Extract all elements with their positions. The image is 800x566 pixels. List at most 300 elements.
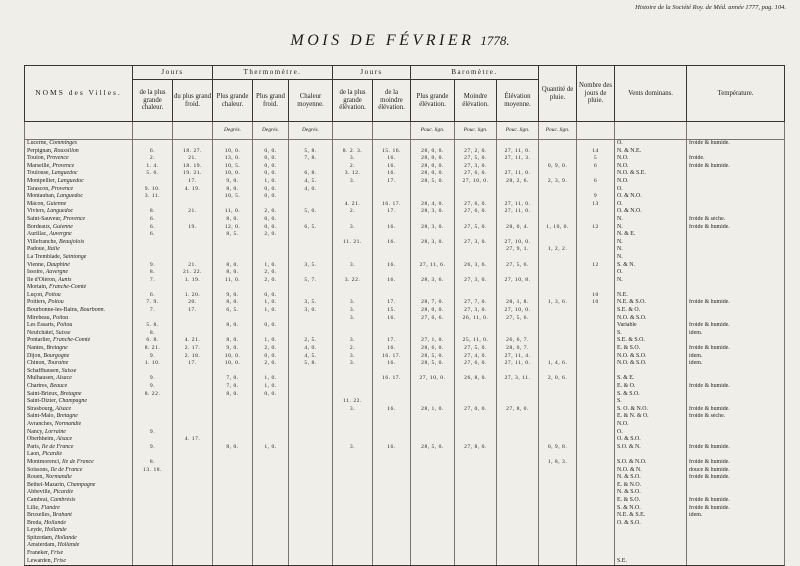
value-cell-j1: 9. bbox=[133, 353, 173, 361]
temperature-cell: froide & humide. bbox=[687, 474, 785, 482]
wind-cell: E. & S.O. bbox=[615, 345, 687, 353]
table-row bbox=[25, 391, 785, 399]
value-cell-c1 bbox=[213, 535, 253, 543]
value-cell-c3 bbox=[289, 550, 333, 558]
value-cell-n bbox=[577, 527, 615, 535]
value-cell-c2: 0, 0. bbox=[253, 292, 289, 300]
wind-cell: E. & S.O. bbox=[615, 497, 687, 505]
value-cell-c1: 8, 0. bbox=[213, 186, 253, 194]
value-cell-n bbox=[577, 345, 615, 353]
city-name: Saint-Sauveur bbox=[27, 215, 61, 222]
value-cell-c2 bbox=[253, 497, 289, 505]
value-cell-n bbox=[577, 170, 615, 178]
value-cell-b1: 27, 11, 6. bbox=[411, 262, 455, 270]
city-name: Padoue bbox=[27, 246, 45, 253]
table-row bbox=[25, 558, 785, 566]
city-name: Montauban bbox=[27, 193, 54, 200]
temperature-cell: froide & humide. bbox=[687, 345, 785, 353]
province-name: Provence bbox=[51, 185, 74, 192]
value-cell-b2 bbox=[455, 467, 497, 475]
value-cell-b1 bbox=[411, 193, 455, 201]
temperature-cell bbox=[687, 489, 785, 497]
city-name: Saint-Dizier bbox=[27, 398, 56, 405]
value-cell-n bbox=[577, 558, 615, 566]
value-cell-b2 bbox=[455, 269, 497, 277]
value-cell-j2 bbox=[173, 413, 213, 421]
value-cell-q bbox=[539, 337, 577, 345]
value-cell-n: 14 bbox=[577, 148, 615, 156]
table-row bbox=[25, 254, 785, 262]
province-name: Bretagne bbox=[60, 390, 82, 397]
value-cell-j1: 6. bbox=[133, 148, 173, 156]
value-cell-c1 bbox=[213, 436, 253, 444]
value-cell-b3 bbox=[497, 489, 539, 497]
temperature-cell: froide & humide. bbox=[687, 383, 785, 391]
value-cell-j1 bbox=[133, 140, 173, 148]
value-cell-j2 bbox=[173, 231, 213, 239]
value-cell-j3 bbox=[333, 246, 373, 254]
value-cell-b3: 27, 11, 0. bbox=[497, 360, 539, 368]
table-row bbox=[25, 520, 785, 528]
value-cell-q bbox=[539, 231, 577, 239]
value-cell-j1: 9. 10. bbox=[133, 186, 173, 194]
value-cell-c2 bbox=[253, 542, 289, 550]
value-cell-j3: 3. bbox=[333, 178, 373, 186]
value-cell-j4: 16. 17. bbox=[373, 353, 411, 361]
temperature-cell: froide & humide. bbox=[687, 140, 785, 148]
value-cell-j3 bbox=[333, 383, 373, 391]
value-cell-q bbox=[539, 170, 577, 178]
table-row bbox=[25, 353, 785, 361]
value-cell-b3 bbox=[497, 421, 539, 429]
city-cell: Chinon, Touraine bbox=[25, 360, 133, 368]
temperature-cell: douce & humide. bbox=[687, 467, 785, 475]
value-cell-b2: 27, 4, 0. bbox=[455, 353, 497, 361]
temperature-cell: froide & humide. bbox=[687, 459, 785, 467]
value-cell-b2 bbox=[455, 505, 497, 513]
value-cell-c2 bbox=[253, 254, 289, 262]
wind-cell: N. & E. bbox=[615, 231, 687, 239]
wind-cell bbox=[615, 542, 687, 550]
value-cell-c2 bbox=[253, 315, 289, 323]
city-name: Les Essarts bbox=[27, 322, 54, 329]
value-cell-j2 bbox=[173, 429, 213, 437]
table-row bbox=[25, 140, 785, 148]
table-row bbox=[25, 406, 785, 414]
value-cell-q bbox=[539, 421, 577, 429]
value-cell-c3 bbox=[289, 322, 333, 330]
value-cell-c1 bbox=[213, 558, 253, 566]
value-cell-j2: 2. 17. bbox=[173, 345, 213, 353]
value-cell-j1 bbox=[133, 246, 173, 254]
value-cell-c1 bbox=[213, 429, 253, 437]
value-cell-j4: 16. bbox=[373, 163, 411, 171]
value-cell-j4 bbox=[373, 436, 411, 444]
value-cell-j2 bbox=[173, 467, 213, 475]
value-cell-j3: 3. bbox=[333, 315, 373, 323]
value-cell-j4 bbox=[373, 451, 411, 459]
value-cell-j1 bbox=[133, 406, 173, 414]
value-cell-c1 bbox=[213, 421, 253, 429]
col-moindre-elevation: Moindre élévation. bbox=[455, 80, 497, 122]
page-title: MOIS DE FÉVRIER 1778. bbox=[290, 32, 510, 49]
table-row bbox=[25, 505, 785, 513]
table-row bbox=[25, 413, 785, 421]
value-cell-b2 bbox=[455, 535, 497, 543]
province-name: Alsace bbox=[55, 405, 72, 412]
city-cell: Vienne, Dauphiné bbox=[25, 262, 133, 270]
value-cell-c1: 8, 0. bbox=[213, 269, 253, 277]
value-cell-j4 bbox=[373, 512, 411, 520]
value-cell-j2 bbox=[173, 474, 213, 482]
value-cell-c3 bbox=[289, 239, 333, 247]
value-cell-n bbox=[577, 444, 615, 452]
wind-cell: N. bbox=[615, 246, 687, 254]
value-cell-c3 bbox=[289, 140, 333, 148]
value-cell-c3 bbox=[289, 315, 333, 323]
value-cell-b1 bbox=[411, 512, 455, 520]
value-cell-b3 bbox=[497, 322, 539, 330]
value-cell-c2 bbox=[253, 550, 289, 558]
value-cell-b2 bbox=[455, 391, 497, 399]
value-cell-n bbox=[577, 239, 615, 247]
value-cell-n: 6 bbox=[577, 178, 615, 186]
province-name: Bretagne bbox=[56, 413, 78, 420]
city-name: Saint-Malo bbox=[27, 413, 54, 420]
province-name: Beaujolois bbox=[59, 238, 85, 245]
city-cell: Nancy, Lorraine bbox=[25, 429, 133, 437]
value-cell-j2 bbox=[173, 140, 213, 148]
value-cell-c3 bbox=[289, 406, 333, 414]
value-cell-j2: 21. 22. bbox=[173, 269, 213, 277]
value-cell-n: 13 bbox=[577, 201, 615, 209]
table-row bbox=[25, 239, 785, 247]
value-cell-b3 bbox=[497, 436, 539, 444]
city-cell: Cambrai, Cambrésis bbox=[25, 497, 133, 505]
wind-cell: N. & S.O. bbox=[615, 474, 687, 482]
col-temperature: Température. bbox=[687, 66, 785, 122]
value-cell-c2 bbox=[253, 246, 289, 254]
province-name: Dauphiné bbox=[46, 261, 70, 268]
value-cell-j2 bbox=[173, 489, 213, 497]
value-cell-q bbox=[539, 140, 577, 148]
value-cell-j4: 17. bbox=[373, 299, 411, 307]
city-name: Mortain bbox=[27, 284, 46, 291]
value-cell-b2: 27, 3, 0. bbox=[455, 239, 497, 247]
value-cell-j1 bbox=[133, 254, 173, 262]
city-cell: Abbeville, Picardie bbox=[25, 489, 133, 497]
value-cell-q bbox=[539, 254, 577, 262]
value-cell-q bbox=[539, 284, 577, 292]
value-cell-c3: 5, 7. bbox=[289, 277, 333, 285]
table-row bbox=[25, 299, 785, 307]
wind-cell: N.O. & S.O. bbox=[615, 315, 687, 323]
value-cell-b3 bbox=[497, 254, 539, 262]
value-cell-q bbox=[539, 330, 577, 338]
value-cell-c1 bbox=[213, 398, 253, 406]
value-cell-c3 bbox=[289, 284, 333, 292]
value-cell-c3 bbox=[289, 451, 333, 459]
value-cell-j2 bbox=[173, 246, 213, 254]
value-cell-j1: 13. 18. bbox=[133, 467, 173, 475]
value-cell-c1: 8, 0. bbox=[213, 216, 253, 224]
unit-pouc-lign: Pouc. lign. bbox=[497, 122, 539, 140]
value-cell-n: 10 bbox=[577, 299, 615, 307]
city-name: Montpellier bbox=[27, 177, 55, 184]
province-name: Saintonge bbox=[62, 253, 87, 260]
value-cell-c3: 4, 0. bbox=[289, 186, 333, 194]
province-name: Alsace bbox=[56, 375, 72, 382]
table-row bbox=[25, 398, 785, 406]
col-plus-elevation: Plus grande élévation. bbox=[411, 80, 455, 122]
city-cell: Laon, Picardie bbox=[25, 451, 133, 459]
value-cell-j2 bbox=[173, 451, 213, 459]
province-name: Frise bbox=[53, 557, 66, 564]
value-cell-q bbox=[539, 413, 577, 421]
value-cell-c1: 11, 0. bbox=[213, 277, 253, 285]
value-cell-j1: 6. bbox=[133, 216, 173, 224]
value-cell-b2: 26, 8, 0. bbox=[455, 375, 497, 383]
value-cell-j4 bbox=[373, 520, 411, 528]
city-cell: Bethel-Mazarin, Champagne bbox=[25, 482, 133, 490]
value-cell-j3: 3. bbox=[333, 337, 373, 345]
table-row bbox=[25, 429, 785, 437]
table-row bbox=[25, 337, 785, 345]
value-cell-b3: 28, 1, 8. bbox=[497, 299, 539, 307]
value-cell-q bbox=[539, 482, 577, 490]
value-cell-j2 bbox=[173, 406, 213, 414]
province-name: Picardie bbox=[53, 489, 74, 496]
value-cell-j4 bbox=[373, 193, 411, 201]
temperature-cell: idem. bbox=[687, 512, 785, 520]
value-cell-q: 1, 8, 3. bbox=[539, 459, 577, 467]
city-cell: Villefranche, Beaujolois bbox=[25, 239, 133, 247]
temperature-cell: froide & humide. bbox=[687, 497, 785, 505]
province-name: Languedoc bbox=[56, 193, 83, 200]
value-cell-c2: 2, 0. bbox=[253, 360, 289, 368]
value-cell-c3 bbox=[289, 527, 333, 535]
value-cell-j2 bbox=[173, 535, 213, 543]
value-cell-q bbox=[539, 186, 577, 194]
value-cell-b1 bbox=[411, 391, 455, 399]
value-cell-j4 bbox=[373, 497, 411, 505]
value-cell-j4 bbox=[373, 254, 411, 262]
province-name: Brabant bbox=[52, 512, 72, 519]
value-cell-j1: 2. bbox=[133, 155, 173, 163]
value-cell-c2 bbox=[253, 421, 289, 429]
value-cell-j4 bbox=[373, 505, 411, 513]
value-cell-j4: 16. bbox=[373, 224, 411, 232]
city-name: Villefranche bbox=[27, 238, 57, 245]
value-cell-j4: 15. bbox=[373, 307, 411, 315]
value-cell-b1 bbox=[411, 330, 455, 338]
value-cell-c3 bbox=[289, 489, 333, 497]
city-name: Toulon bbox=[27, 155, 44, 162]
value-cell-j4 bbox=[373, 421, 411, 429]
value-cell-c2: 2, 0. bbox=[253, 269, 289, 277]
value-cell-c2 bbox=[253, 482, 289, 490]
value-cell-j4 bbox=[373, 542, 411, 550]
wind-cell: S.E. & O. bbox=[615, 307, 687, 315]
wind-cell: S. & E. bbox=[615, 375, 687, 383]
value-cell-b1: 28, 4, 0. bbox=[411, 201, 455, 209]
value-cell-j3 bbox=[333, 497, 373, 505]
value-cell-c3: 6, 8. bbox=[289, 170, 333, 178]
value-cell-j1 bbox=[133, 451, 173, 459]
value-cell-n bbox=[577, 436, 615, 444]
value-cell-j2 bbox=[173, 383, 213, 391]
value-cell-j3: 3. bbox=[333, 299, 373, 307]
value-cell-c2: 2, 0. bbox=[253, 231, 289, 239]
value-cell-n: 12 bbox=[577, 224, 615, 232]
value-cell-j4 bbox=[373, 216, 411, 224]
province-name: Provence bbox=[63, 215, 86, 222]
value-cell-n bbox=[577, 451, 615, 459]
value-cell-j3: 3. bbox=[333, 262, 373, 270]
value-cell-n bbox=[577, 505, 615, 513]
value-cell-c1: 7, 0. bbox=[213, 383, 253, 391]
temperature-cell bbox=[687, 148, 785, 156]
value-cell-b1: 28, 5, 0. bbox=[411, 444, 455, 452]
value-cell-j4 bbox=[373, 489, 411, 497]
value-cell-n bbox=[577, 315, 615, 323]
value-cell-j3 bbox=[333, 459, 373, 467]
value-cell-b2: 26, 3, 6. bbox=[455, 262, 497, 270]
value-cell-j2: 18. 19. bbox=[173, 163, 213, 171]
value-cell-c3 bbox=[289, 269, 333, 277]
wind-cell: O. & S.O. bbox=[615, 520, 687, 528]
value-cell-c2: 1, 0. bbox=[253, 444, 289, 452]
wind-cell: O. & N.O. bbox=[615, 208, 687, 216]
table-row bbox=[25, 383, 785, 391]
value-cell-c3 bbox=[289, 542, 333, 550]
value-cell-j2: 18. 27. bbox=[173, 148, 213, 156]
temperature-cell bbox=[687, 201, 785, 209]
value-cell-b3: 28, 2, 6. bbox=[497, 178, 539, 186]
value-cell-n bbox=[577, 474, 615, 482]
table-row bbox=[25, 307, 785, 315]
value-cell-b1 bbox=[411, 231, 455, 239]
province-name: Franche-Comté bbox=[48, 284, 87, 291]
value-cell-j3: 3. bbox=[333, 224, 373, 232]
province-name: Champagne bbox=[66, 481, 96, 488]
value-cell-j1 bbox=[133, 535, 173, 543]
province-name: Frise bbox=[50, 550, 64, 557]
value-cell-j2: 17. bbox=[173, 178, 213, 186]
value-cell-b3 bbox=[497, 292, 539, 300]
city-cell: Saint-Dizier, Champagne bbox=[25, 398, 133, 406]
value-cell-b2: 27, 6, 0. bbox=[455, 360, 497, 368]
province-name: Champagne bbox=[58, 398, 87, 405]
city-name: La Tremblade bbox=[27, 253, 60, 260]
value-cell-j1: 9. bbox=[133, 262, 173, 270]
temperature-cell bbox=[687, 375, 785, 383]
province-name: Auvergne bbox=[45, 269, 69, 276]
city-cell: Montauban, Languedoc bbox=[25, 193, 133, 201]
value-cell-c3 bbox=[289, 467, 333, 475]
city-cell: Saint-Brieux, Bretagne bbox=[25, 391, 133, 399]
value-cell-j4: 16. bbox=[373, 262, 411, 270]
city-name: Chartres bbox=[27, 383, 47, 389]
value-cell-b1 bbox=[411, 269, 455, 277]
wind-cell bbox=[615, 550, 687, 558]
wind-cell: S. & N.O. bbox=[615, 505, 687, 513]
city-name: Vienne bbox=[27, 261, 44, 268]
value-cell-j2: 4. 21. bbox=[173, 337, 213, 345]
value-cell-c2 bbox=[253, 459, 289, 467]
value-cell-c2: 1, 0. bbox=[253, 299, 289, 307]
value-cell-n: 5 bbox=[577, 155, 615, 163]
value-cell-b2: 27, 5, 0. bbox=[455, 155, 497, 163]
value-cell-j1 bbox=[133, 413, 173, 421]
value-cell-c1 bbox=[213, 413, 253, 421]
value-cell-j3 bbox=[333, 216, 373, 224]
value-cell-b1 bbox=[411, 497, 455, 505]
table-row bbox=[25, 527, 785, 535]
value-cell-b2 bbox=[455, 193, 497, 201]
value-cell-c2: 1, 0. bbox=[253, 337, 289, 345]
value-cell-c3: 6, 5. bbox=[289, 224, 333, 232]
city-name: Mâcon bbox=[27, 200, 44, 207]
city-name: Saint-Brieux bbox=[27, 390, 58, 397]
wind-cell: S. & S.O. bbox=[615, 391, 687, 399]
value-cell-j3: 2. bbox=[333, 345, 373, 353]
value-cell-c2 bbox=[253, 489, 289, 497]
table-row bbox=[25, 216, 785, 224]
table-row bbox=[25, 148, 785, 156]
city-cell: Strasbourg, Alsace bbox=[25, 406, 133, 414]
value-cell-j4: 17. bbox=[373, 178, 411, 186]
value-cell-q bbox=[539, 262, 577, 270]
value-cell-j4: 16. bbox=[373, 406, 411, 414]
wind-cell bbox=[615, 527, 687, 535]
temperature-cell bbox=[687, 535, 785, 543]
value-cell-b3: 27, 8, 0. bbox=[497, 406, 539, 414]
city-cell: Montmorenci, Ile de France bbox=[25, 459, 133, 467]
temperature-cell bbox=[687, 391, 785, 399]
province-name: Lorraine bbox=[44, 428, 66, 435]
city-name: Perpignan bbox=[27, 147, 51, 154]
value-cell-b3 bbox=[497, 535, 539, 543]
value-cell-n bbox=[577, 467, 615, 475]
value-cell-b2 bbox=[455, 383, 497, 391]
city-cell: Spitzedam, Hollande bbox=[25, 535, 133, 543]
value-cell-j3 bbox=[333, 231, 373, 239]
value-cell-j4: 16. bbox=[373, 277, 411, 285]
value-cell-c2: 2, 0. bbox=[253, 277, 289, 285]
value-cell-j1 bbox=[133, 542, 173, 550]
wind-cell bbox=[615, 535, 687, 543]
group-barometre: Baromètre. bbox=[411, 66, 539, 80]
value-cell-j3 bbox=[333, 193, 373, 201]
table-row bbox=[25, 512, 785, 520]
value-cell-c2 bbox=[253, 429, 289, 437]
province-name: Alsace bbox=[56, 436, 73, 443]
value-cell-b3 bbox=[497, 284, 539, 292]
table-row bbox=[25, 421, 785, 429]
city-cell: Bordeaux, Guienne bbox=[25, 224, 133, 232]
value-cell-b3 bbox=[497, 482, 539, 490]
city-cell: Amsterdam, Hollande bbox=[25, 542, 133, 550]
value-cell-q bbox=[539, 201, 577, 209]
city-cell: Saint-Malo, Bretagne bbox=[25, 413, 133, 421]
value-cell-c2 bbox=[253, 505, 289, 513]
value-cell-b1: 28, 3, 0. bbox=[411, 208, 455, 216]
observations-table bbox=[24, 65, 785, 566]
value-cell-b3 bbox=[497, 383, 539, 391]
wind-cell: N.E. & S.E. bbox=[615, 512, 687, 520]
temperature-cell bbox=[687, 239, 785, 247]
